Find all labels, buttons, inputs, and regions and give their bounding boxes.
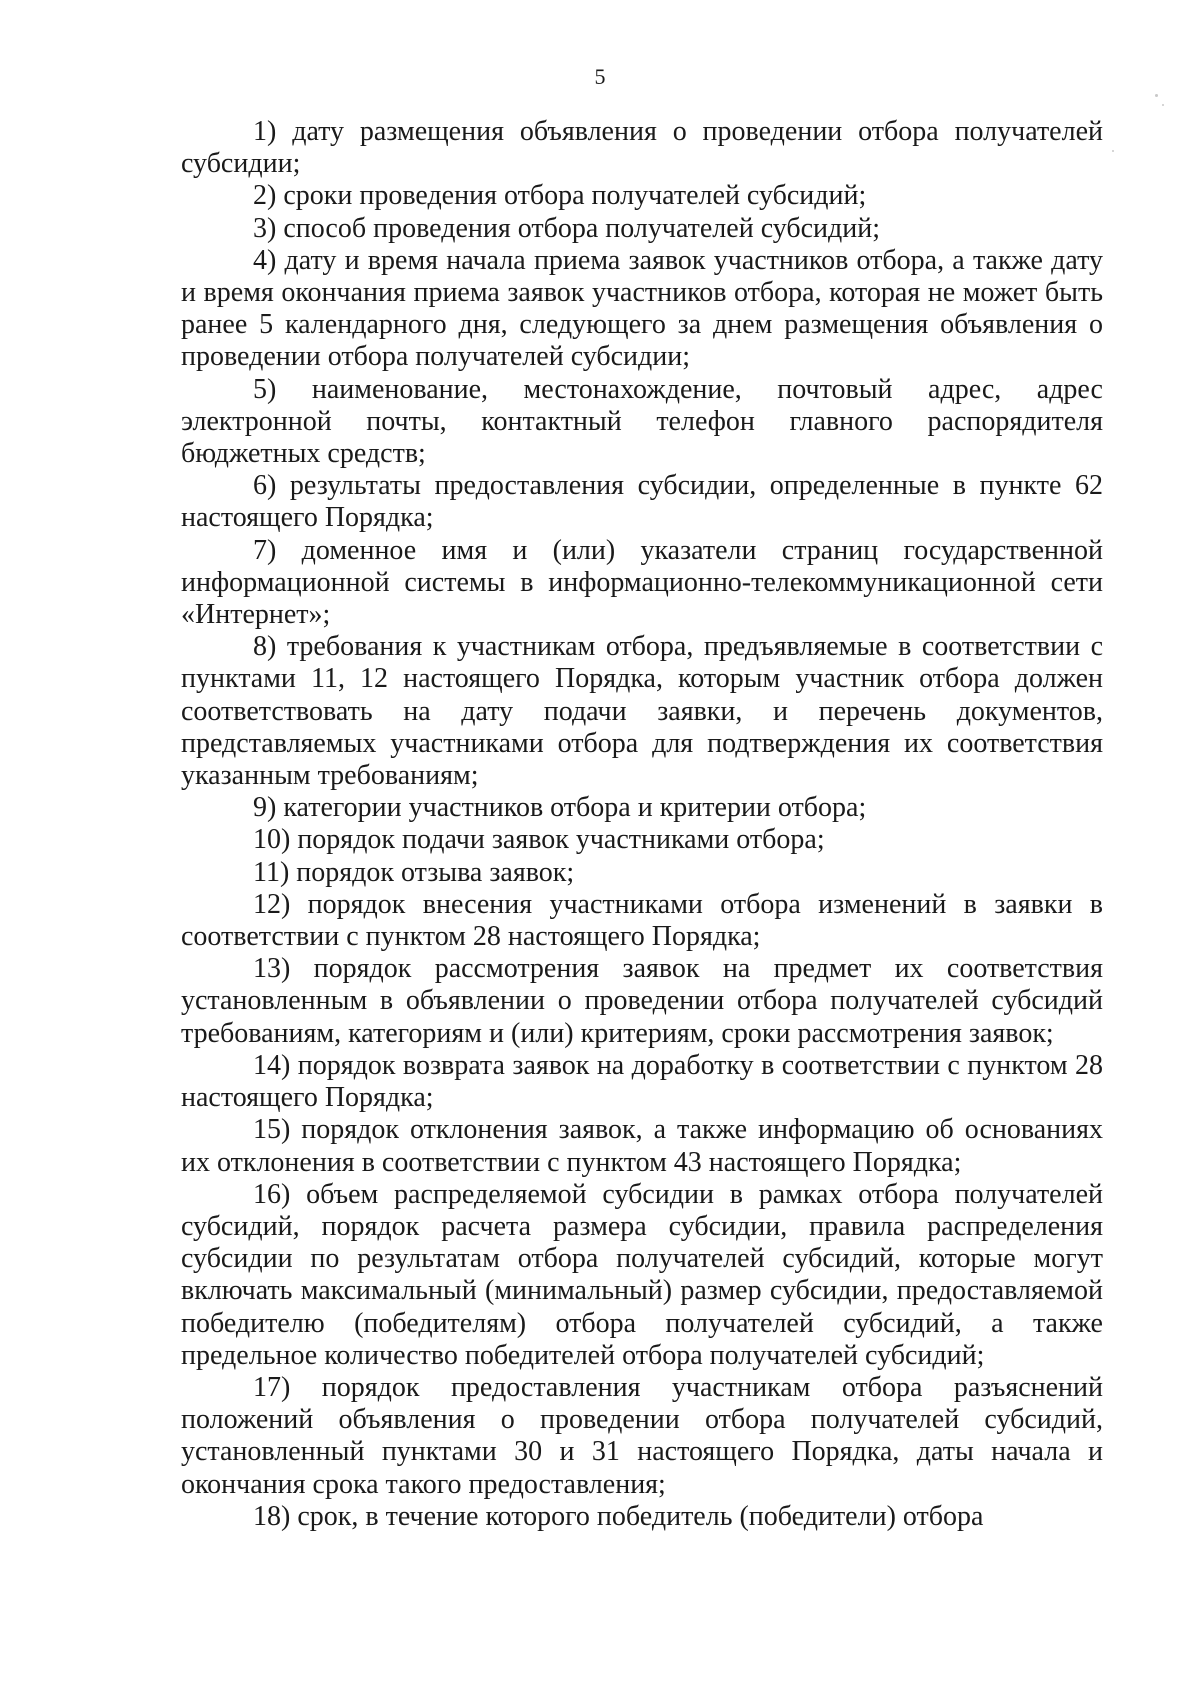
list-item-10: 10) порядок подачи заявок участниками отбора; (253, 824, 825, 856)
list-item-18: 18) срок, в течение которого победитель (победители) отбора (253, 1500, 984, 1532)
list-item-15: 15) порядок отклонения заявок, а также информацию об основаниях их отклонения в соответствии с пунктом 43 настоящего Порядка; (181, 1114, 1103, 1178)
list-item-12: 12) порядок внесения участниками отбора изменений в заявки в соответствии с пунктом 28 настоящего Порядка; (181, 888, 1103, 953)
list-item-11: 11) порядок отзыва заявок; (253, 856, 575, 888)
scan-speck (1155, 94, 1158, 97)
list-item-8: 8) требования к участникам отбора, предъявляемые в соответствии с пунктами 11, 12 настоящего Порядка, которым участник отбора должен соответствовать на дату подачи заявки, и перечень документов, представляемых участниками отбора для подтверждения их соответствия указанным требованиям; (181, 631, 1103, 792)
list-item-4: 4) дату и время начала приема заявок участников отбора, а также дату и время окончания приема заявок участников отбора, которая не может быть ранее 5 календарного дня, следующего за днем размещения объявления о проведении отбора получателей субсидии; (181, 244, 1103, 373)
list-item-14: 14) порядок возврата заявок на доработку в соответствии с пунктом 28 настоящего Порядка; (181, 1049, 1103, 1114)
scan-speck (1112, 150, 1114, 152)
list-item-9: 9) категории участников отбора и критерии отбора; (253, 792, 867, 824)
list-item-17: 17) порядок предоставления участникам отбора разъяснений положений объявления о проведении отбора получателей субсидий, установленный пунктами 30 и 31 настоящего Порядка, даты начала и окончания срока такого предоставления; (181, 1371, 1103, 1500)
scan-speck (1162, 104, 1164, 106)
list-item-6: 6) результаты предоставления субсидии, определенные в пункте 62 настоящего Порядка; (181, 470, 1103, 534)
list-item-1: 1) дату размещения объявления о проведении отбора получателей субсидии; (181, 116, 1103, 180)
list-item-2: 2) сроки проведения отбора получателей субсидий; (253, 180, 867, 212)
document-body (181, 116, 1103, 1533)
list-item-13: 13) порядок рассмотрения заявок на предмет их соответствия установленным в объявлении о проведении отбора получателей субсидий требованиям, категориям и (или) критериям, сроки рассмотрения заявок; (181, 953, 1103, 1049)
page-number: 5 (594, 64, 606, 89)
list-item-7: 7) доменное имя и (или) указатели страниц государственной информационной системы в информационно-телекоммуникационной сети «Интернет»; (181, 534, 1103, 631)
list-item-3: 3) способ проведения отбора получателей субсидий; (253, 212, 881, 244)
list-item-5: 5) наименование, местонахождение, почтовый адрес, адрес электронной почты, контактный телефон главного распорядителя бюджетных средств; (181, 373, 1103, 470)
list-item-16: 16) объем распределяемой субсидии в рамках отбора получателей субсидий, порядок расчета размера субсидии, правила распределения субсидии по результатам отбора получателей субсидий, которые могут включать максимальный (минимальный) размер субсидии, предоставляемой победителю (победителям) отбора получателей субсидий, а также предельное количество победителей отбора получателей субсидий; (181, 1178, 1103, 1371)
